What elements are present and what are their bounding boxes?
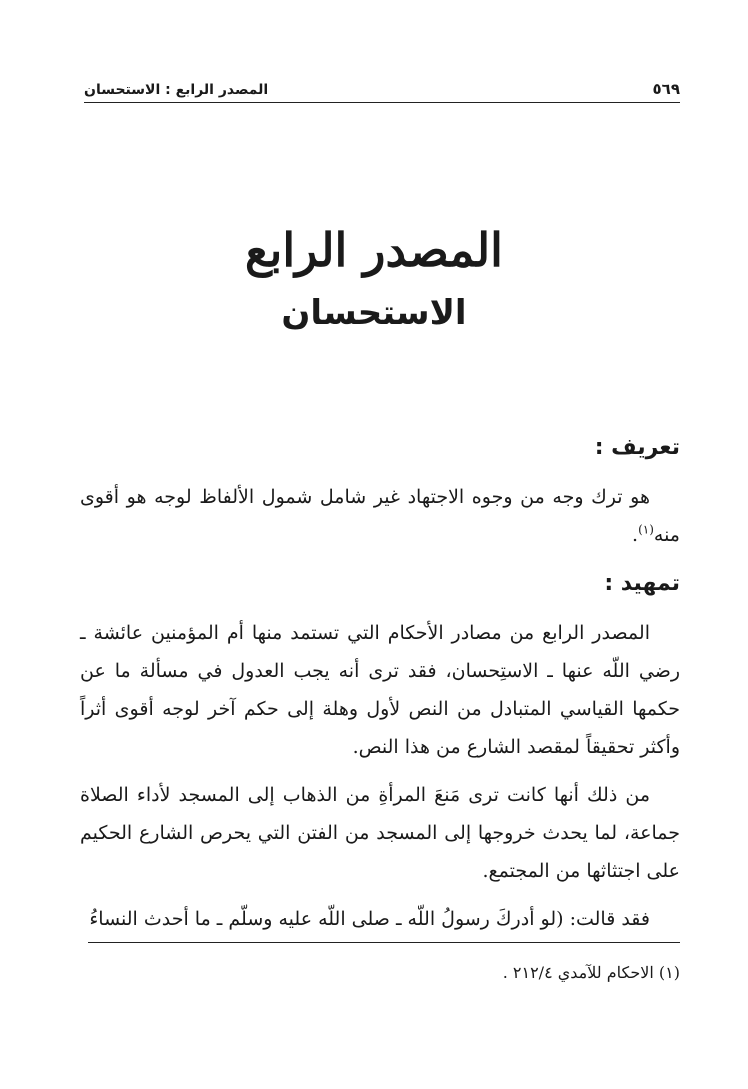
chapter-main-title: المصدر الرابع xyxy=(245,223,503,277)
chapter-title: المصدر الرابع : الاستحسان xyxy=(84,82,269,98)
page-number: ٥٦٩ xyxy=(652,80,680,98)
page-body xyxy=(80,428,680,938)
footnote-ref: (١) xyxy=(638,522,654,537)
running-header xyxy=(84,70,680,103)
introduction-heading: تمهيد : xyxy=(604,571,680,596)
definition-end: . xyxy=(632,524,639,546)
definition-paragraph xyxy=(80,478,680,554)
chapter-title-block xyxy=(0,220,748,336)
footnote: (١) الاحكام للآمدي ٢١٢/٤ . xyxy=(502,963,680,982)
definition-text: هو ترك وجه من وجوه الاجتهاد غير شامل شمول الألفاظ لوجه هو أقوى منه xyxy=(80,486,680,546)
intro-paragraph-1: المصدر الرابع من مصادر الأحكام التي تستمد منها أم المؤمنين عائشة ـ رضي اللّه عنها ـ الاستِحسان، فقد ترى أنه يجب العدول في مسألة ما عن حكمها القياسي المتبادل من النص لأول وهلة إلى حكم آخر لوجه أقوى أثراً وأكثر تحقيقاً لمقصد الشارع من هذا النص. xyxy=(80,622,680,758)
chapter-subtitle: الاستحسان xyxy=(281,293,467,333)
intro-paragraph-3: فقد قالت: (لو أدركَ رسولُ اللّه ـ صلى اللّه عليه وسلّم ـ ما أحدث النساءُ xyxy=(89,908,650,930)
intro-paragraph-2: من ذلك أنها كانت ترى مَنعَ المرأةِ من الذهاب إلى المسجد لأداء الصلاة جماعة، لما يحدث خروجها إلى المسجد من الفتن التي يحرص الشارع الحكيم على اجتثاثها من المجتمع. xyxy=(80,784,680,882)
footnote-divider xyxy=(88,942,680,943)
definition-heading: تعريف : xyxy=(594,435,680,460)
